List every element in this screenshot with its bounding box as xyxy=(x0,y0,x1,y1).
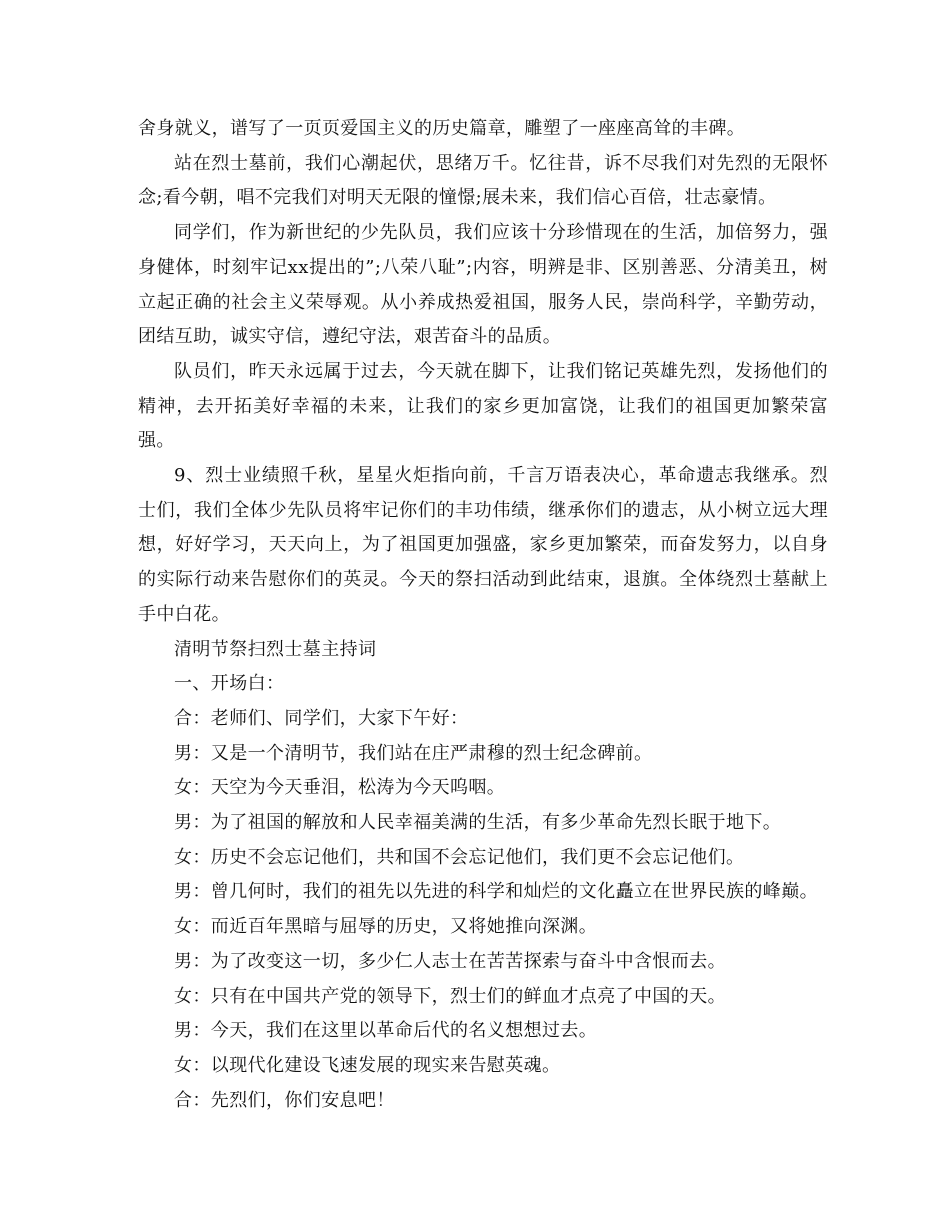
document-heading: 清明节祭扫烈士墓主持词 xyxy=(174,638,377,660)
dialogue-line: 女：而近百年黑暗与屈辱的历史，又将她推向深渊。 xyxy=(174,916,598,938)
paragraph-item-9: 9、烈士业绩照千秋，星星火炬指向前，千言万语表决心，革命遗志我继承。烈士们，我们全体少先队员将牢记你们的丰功伟绩，继承你们的遗志，从小树立远大理想，好好学习，天天向上，为了祖国更加强盛，家乡更加繁荣，而奋发努力，以自身的实际行动来告慰你们的英灵。今天的祭扫活动到此结束，退旗。全体绕烈士墓献上手中白花。 xyxy=(138,465,828,625)
dialogue-line: 女：以现代化建设飞速发展的现实来告慰英魂。 xyxy=(174,1054,561,1076)
paragraph-members: 队员们，昨天永远属于过去，今天就在脚下，让我们铭记英雄先烈，发扬他们的精神，去开拓美好幸福的未来，让我们的家乡更加富饶，让我们的祖国更加繁荣富强。 xyxy=(138,360,828,452)
dialogue-line: 女：历史不会忘记他们，共和国不会忘记他们，我们更不会忘记他们。 xyxy=(174,846,745,868)
dialogue-line: 男：今天，我们在这里以革命后代的名义想想过去。 xyxy=(174,1020,598,1042)
dialogue-line: 女：只有在中国共产党的领导下，烈士们的鲜血才点亮了中国的天。 xyxy=(174,985,726,1007)
dialogue-line: 女：天空为今天垂泪，松涛为今天呜咽。 xyxy=(174,777,506,799)
dialogue-line: 男：为了改变这一切，多少仁人志士在苦苦探索与奋斗中含恨而去。 xyxy=(174,950,726,972)
paragraph-tomb: 站在烈士墓前，我们心潮起伏，思绪万千。忆往昔，诉不尽我们对先烈的无限怀念;看今朝，唱不完我们对明天无限的憧憬;展未来，我们信心百倍，壮志豪情。 xyxy=(138,152,828,209)
dialogue-line: 男：又是一个清明节，我们站在庄严肃穆的烈士纪念碑前。 xyxy=(174,742,653,764)
dialogue-line: 合：先烈们，你们安息吧！ xyxy=(174,1089,395,1111)
dialogue-line: 男：曾几何时，我们的祖先以先进的科学和灿烂的文化矗立在世界民族的峰巅。 xyxy=(174,881,818,903)
dialogue-line: 男：为了祖国的解放和人民幸福美满的生活，有多少革命先烈长眠于地下。 xyxy=(174,812,782,834)
document-body xyxy=(138,112,828,1118)
dialogue-line: 合：老师们、同学们，大家下午好： xyxy=(174,707,469,729)
paragraph-continuation: 舍身就义，谱写了一页页爱国主义的历史篇章，雕塑了一座座高耸的丰碑。 xyxy=(138,118,746,139)
section-title: 一、开场白： xyxy=(174,673,285,695)
paragraph-students: 同学们，作为新世纪的少先队员，我们应该十分珍惜现在的生活，加倍努力，强身健体，时刻牢记xx提出的”;八荣八耻”;内容，明辨是非、区别善恶、分清美丑，树立起正确的社会主义荣辱观。从小养成热爱祖国，服务人民，崇尚科学，辛勤劳动，团结互助，诚实守信，遵纪守法，艰苦奋斗的品质。 xyxy=(138,222,828,348)
